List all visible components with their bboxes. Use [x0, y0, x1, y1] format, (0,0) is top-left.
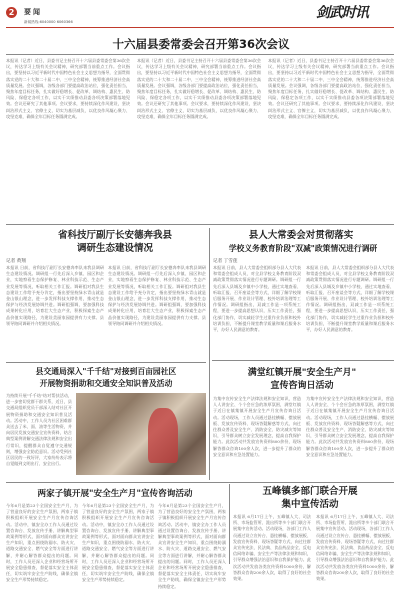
article6-body-col-2: 本报讯 6月17日上午，五峰镇人大、司法所、市场监管所、派出所等多个部门联合开展集中宣传活动。活动现场，各部门工作人员通过设立宣传台、悬挂横幅、摆放展板、发放宣传资料、现场答疑等方式，向过往群众宣传宪法、民法典、食品药品安全、反电信网络诈骗、安全生产等法律法规和知识，引导群众增强法治意识和自我保护能力。此次活动共发放各类宣传资料1000余份，解答群众咨询200余人次，取得了良好的社会效果。: [316, 514, 394, 582]
lead-bottom-rule: [6, 224, 394, 225]
article6-headline-line1: 五峰镇多部门联合开展: [262, 486, 358, 497]
divider-vertical-1: [209, 228, 210, 480]
article3-top-rule: [6, 362, 206, 363]
article1-headline-line1: 省科技厅副厅长安德奔我县: [57, 230, 172, 241]
article2-bottom-rule: [212, 360, 394, 361]
lead-body-col-1: 本报讯（记者）近日，县委书记主持召开十六届县委常委会第36次会议，传达学习上级有关会议精神，研究部署当前重点工作。会议指出，要坚持以习近平新时代中国特色社会主义思想为指导，全面贯彻落实党的二十大和二十届二中、三中全会精神，统筹推进经济社会高质量发展。会议强调，各级各部门要提高政治站位，强化责任担当，聚焦年度目标任务，扎实做好稳增长、促改革、调结构、惠民生、防风险、保稳定各项工作，以实干实绩推动县委各项决策部署落地见效。会议还研究了其他事项。会议要求，要持续深化作风建设，坚决纠治形式主义、官僚主义，切实为基层减负，以优良作风凝心聚力、攻坚克难，确保全年目标任务圆满完成。: [6, 58, 130, 119]
page-number-badge: 2: [6, 7, 17, 18]
newspaper-title: 剑武时讯: [316, 5, 368, 21]
article2-headline-line1: 县人大常委会对贯彻落实: [248, 230, 354, 241]
lead-body-col-2: 本报讯（记者）近日，县委书记主持召开十六届县委常委会第36次会议，传达学习上级有关会议精神，研究部署当前重点工作。会议指出，要坚持以习近平新时代中国特色社会主义思想为指导，全面贯彻落实党的二十大和二十届二中、三中全会精神，统筹推进经济社会高质量发展。会议强调，各级各部门要提高政治站位，强化责任担当，聚焦年度目标任务，扎实做好稳增长、促改革、调结构、惠民生、防风险、保稳定各项工作，以实干实绩推动县委各项决策部署落地见效。会议还研究了其他事项。会议要求，要持续深化作风建设，坚决纠治形式主义、官僚主义，切实为基层减负，以优良作风凝心聚力、攻坚克难，确保全年目标任务圆满完成。: [137, 58, 261, 119]
article3-body-col-1: 为持续开展"千千结"结对帮扶活动，进一步密切党群干群关系，近日，县交通局组织党员干部深入结对社区开展物资捐助和交通安全知识普及活动。活动中，工作人员为社区困难群众送去了米、面、油等生活物资，并向居民发放交通安全宣传资料，结合典型案例讲解交通法律法规和安全出行常识，提醒群众自觉遵守交通规则，增强安全防范意识。活动受到社区居民的一致好评，大家纷纷表示将自觉做到文明出行、安全出行。: [6, 393, 72, 467]
article4-bottom-rule: [6, 482, 394, 483]
article6-body-col-1: 本报讯 6月17日上午，五峰镇人大、司法所、市场监管所、派出所等多个部门联合开展集中宣传活动。活动现场，各部门工作人员通过设立宣传台、悬挂横幅、摆放展板、发放宣传资料、现场答疑等方式，向过往群众宣传宪法、民法典、食品药品安全、反电信网络诈骗、安全生产等法律法规和知识，引导群众增强法治意识和自我保护能力。此次活动共发放各类宣传资料1000余份，解答群众咨询200余人次，取得了良好的社会效果。: [233, 514, 311, 582]
section-label: 要闻: [24, 7, 42, 16]
article1-byline: 记者 黄翔: [6, 259, 26, 264]
lead-body-col-3: 本报讯（记者）近日，县委书记主持召开十六届县委常委会第36次会议，传达学习上级有关会议精神，研究部署当前重点工作。会议指出，要坚持以习近平新时代中国特色社会主义思想为指导，全面贯彻落实党的二十大和二十届二中、三中全会精神，统筹推进经济社会高质量发展。会议强调，各级各部门要提高政治站位，强化责任担当，聚焦年度目标任务，扎实做好稳增长、促改革、调结构、惠民生、防风险、保稳定各项工作，以实干实绩推动县委各项决策部署落地见效。会议还研究了其他事项。会议要求，要持续深化作风建设，坚决纠治形式主义、官僚主义，切实为基层减负，以优良作风凝心聚力、攻坚克难，确保全年目标任务圆满完成。: [268, 58, 394, 119]
article2-body-col-2: 本报讯 日前，县人大常委会组织部分县人大代表和常委会组成人员，对全县学校义务教育阶段双减政策贯彻落实情况进行专题调研。调研组一行先后深入县城及乡镇中小学校，通过实地查看、听取汇报、召开座谈会等方式，详细了解学校课后服务开展、作业设计管理、校外培训治理等工作情况。调研组指出，双减工作是一项系统工程，要进一步提高思想认识，压实工作责任，强化部门协作，切实减轻学生过重作业负担和校外培训负担，不断提升课堂教学质量和课后服务水平，办好人民满意的教育。: [306, 265, 394, 333]
article4-headline-line2: 宣传咨询日活动: [270, 381, 334, 391]
article1-body-col-1: 本报讯 日前，省科技厅副厅长安德奔率队来我县调研生态建设情况。调研组一行先后深入乡镇、园区和企业，实地察看生态保护修复、林业科技示范、生态产业发展等情况，听取相关工作汇报。调研组对我县生态建设工作给予充分肯定，指出要坚持绿水青山就是金山银山理念，进一步发挥科技支撑作用，推动生态保护与经济发展协调共进。调研组强调，要加强科技成果转化应用，培育壮大生态产业，积极探索生态产品价值实现路径，为建设美丽家园提供有力支撑。县领导陪同调研并介绍相关情况。: [6, 265, 104, 326]
lead-rule: [6, 54, 394, 55]
lead-headline: 十六届县委常委会召开第36次会议: [112, 37, 290, 51]
hotline-meta: 新闻热线:6040000 6060366: [24, 20, 73, 24]
article5-body-col-3: 今年6月是第23个全国安全生产月，为了营造良好的安全生产氛围，两家子镇积极组织开展安全生产月宣传咨询活动。活动中，镇安全办工作人员通过设置咨询台、发放宣传手册、讲解典型事故案例等形式，面对面向群众宣讲安全生产知识，重点围绕防溺水、防火灾、道路交通安全、燃气安全等方面进行讲解，并耐心解答群众提出的问题。同时，工作人员还深入企业和经营场所开展安全隐患排查，督促落实安全主体责任，切实筑牢安全生产防线，确保全镇安全生产形势持续稳定。: [158, 503, 226, 589]
article1-body-col-2: 本报讯 日前，省科技厅副厅长安德奔率队来我县调研生态建设情况。调研组一行先后深入乡镇、园区和企业，实地察看生态保护修复、林业科技示范、生态产业发展等情况，听取相关工作汇报。调研组对我县生态建设工作给予充分肯定，指出要坚持绿水青山就是金山银山理念，进一步发挥科技支撑作用，推动生态保护与经济发展协调共进。调研组强调，要加强科技成果转化应用，培育壮大生态产业，积极探索生态产品价值实现路径，为建设美丽家园提供有力支撑。县领导陪同调研并介绍相关情况。: [108, 265, 206, 326]
divider-vertical-2: [229, 484, 230, 564]
article5-headline: 两家子镇开展"安全生产月"宣传咨询活动: [37, 489, 193, 499]
article4-headline-line1: 满堂红镇开展"安全生产月": [247, 368, 357, 378]
article5-body-col-2: 今年6月是第23个全国安全生产月，为了营造良好的安全生产氛围，两家子镇积极组织开展安全生产月宣传咨询活动。活动中，镇安全办工作人员通过设置咨询台、发放宣传手册、讲解典型事故案例等形式，面对面向群众宣讲安全生产知识，重点围绕防溺水、防火灾、道路交通安全、燃气安全等方面进行讲解，并耐心解答群众提出的问题。同时，工作人员还深入企业和经营场所开展安全隐患排查，督促落实安全主体责任，切实筑牢安全生产防线，确保全镇安全生产形势持续稳定。: [82, 503, 154, 583]
article4-body-col-1: 为集中宣传安全生产法律法规和安全知识，营造人人讲安全、个个会应急的浓厚氛围，满堂红镇于近日在镇集镇开展安全生产月宣传咨询日活动。活动现场，工作人员通过悬挂横幅、摆放展板、发放宣传资料、现场答疑解惑等方式，向过往群众普及安全生产、消防安全、防灾减灾等知识，引导群众树立安全发展理念，提高自我保护能力。此次活动共发放宣传资料800余份，现场解答群众咨询100余人次，进一步提升了群众的安全意识和应急处置能力。: [213, 396, 301, 457]
article6-headline-line2: 集中宣传活动: [281, 499, 339, 510]
article3-photo: [76, 393, 206, 475]
article5-body-col-1: 今年6月是第23个全国安全生产月，为了营造良好的安全生产氛围，两家子镇积极组织开展安全生产月宣传咨询活动。活动中，镇安全办工作人员通过设置咨询台、发放宣传手册、讲解典型事故案例等形式，面对面向群众宣讲安全生产知识，重点围绕防溺水、防火灾、道路交通安全、燃气安全等方面进行讲解，并耐心解答群众提出的问题。同时，工作人员还深入企业和经营场所开展安全隐患排查，督促落实安全主体责任，切实筑牢安全生产防线，确保全镇安全生产形势持续稳定。: [6, 503, 78, 583]
article2-body-col-1: 本报讯 日前，县人大常委会组织部分县人大代表和常委会组成人员，对全县学校义务教育阶段双减政策贯彻落实情况进行专题调研。调研组一行先后深入县城及乡镇中小学校，通过实地查看、听取汇报、召开座谈会等方式，详细了解学校课后服务开展、作业设计管理、校外培训治理等工作情况。调研组指出，双减工作是一项系统工程，要进一步提高思想认识，压实工作责任，强化部门协作，切实减轻学生过重作业负担和校外培训负担，不断提升课堂教学质量和课后服务水平，办好人民满意的教育。: [213, 265, 301, 333]
masthead-rule: [6, 27, 394, 28]
article4-body-col-2: 为集中宣传安全生产法律法规和安全知识，营造人人讲安全、个个会应急的浓厚氛围，满堂红镇于近日在镇集镇开展安全生产月宣传咨询日活动。活动现场，工作人员通过悬挂横幅、摆放展板、发放宣传资料、现场答疑解惑等方式，向过往群众普及安全生产、消防安全、防灾减灾等知识，引导群众树立安全发展理念，提高自我保护能力。此次活动共发放宣传资料800余份，现场解答群众咨询100余人次，进一步提升了群众的安全意识和应急处置能力。: [306, 396, 394, 457]
article1-headline-line2: 调研生态建设情况: [76, 243, 153, 254]
article3-photo-figure: [148, 408, 178, 463]
article2-headline-line2: 学校义务教育阶段"双减"政策情况进行调研: [228, 244, 378, 253]
article3-headline-line2: 开展物资捐助和交通安全知识普及活动: [39, 379, 173, 388]
article2-byline: 记者 丁雪莲: [213, 259, 238, 264]
article3-headline-line1: 县交通局深入"千千结"对接到百亩园社区: [35, 367, 177, 376]
